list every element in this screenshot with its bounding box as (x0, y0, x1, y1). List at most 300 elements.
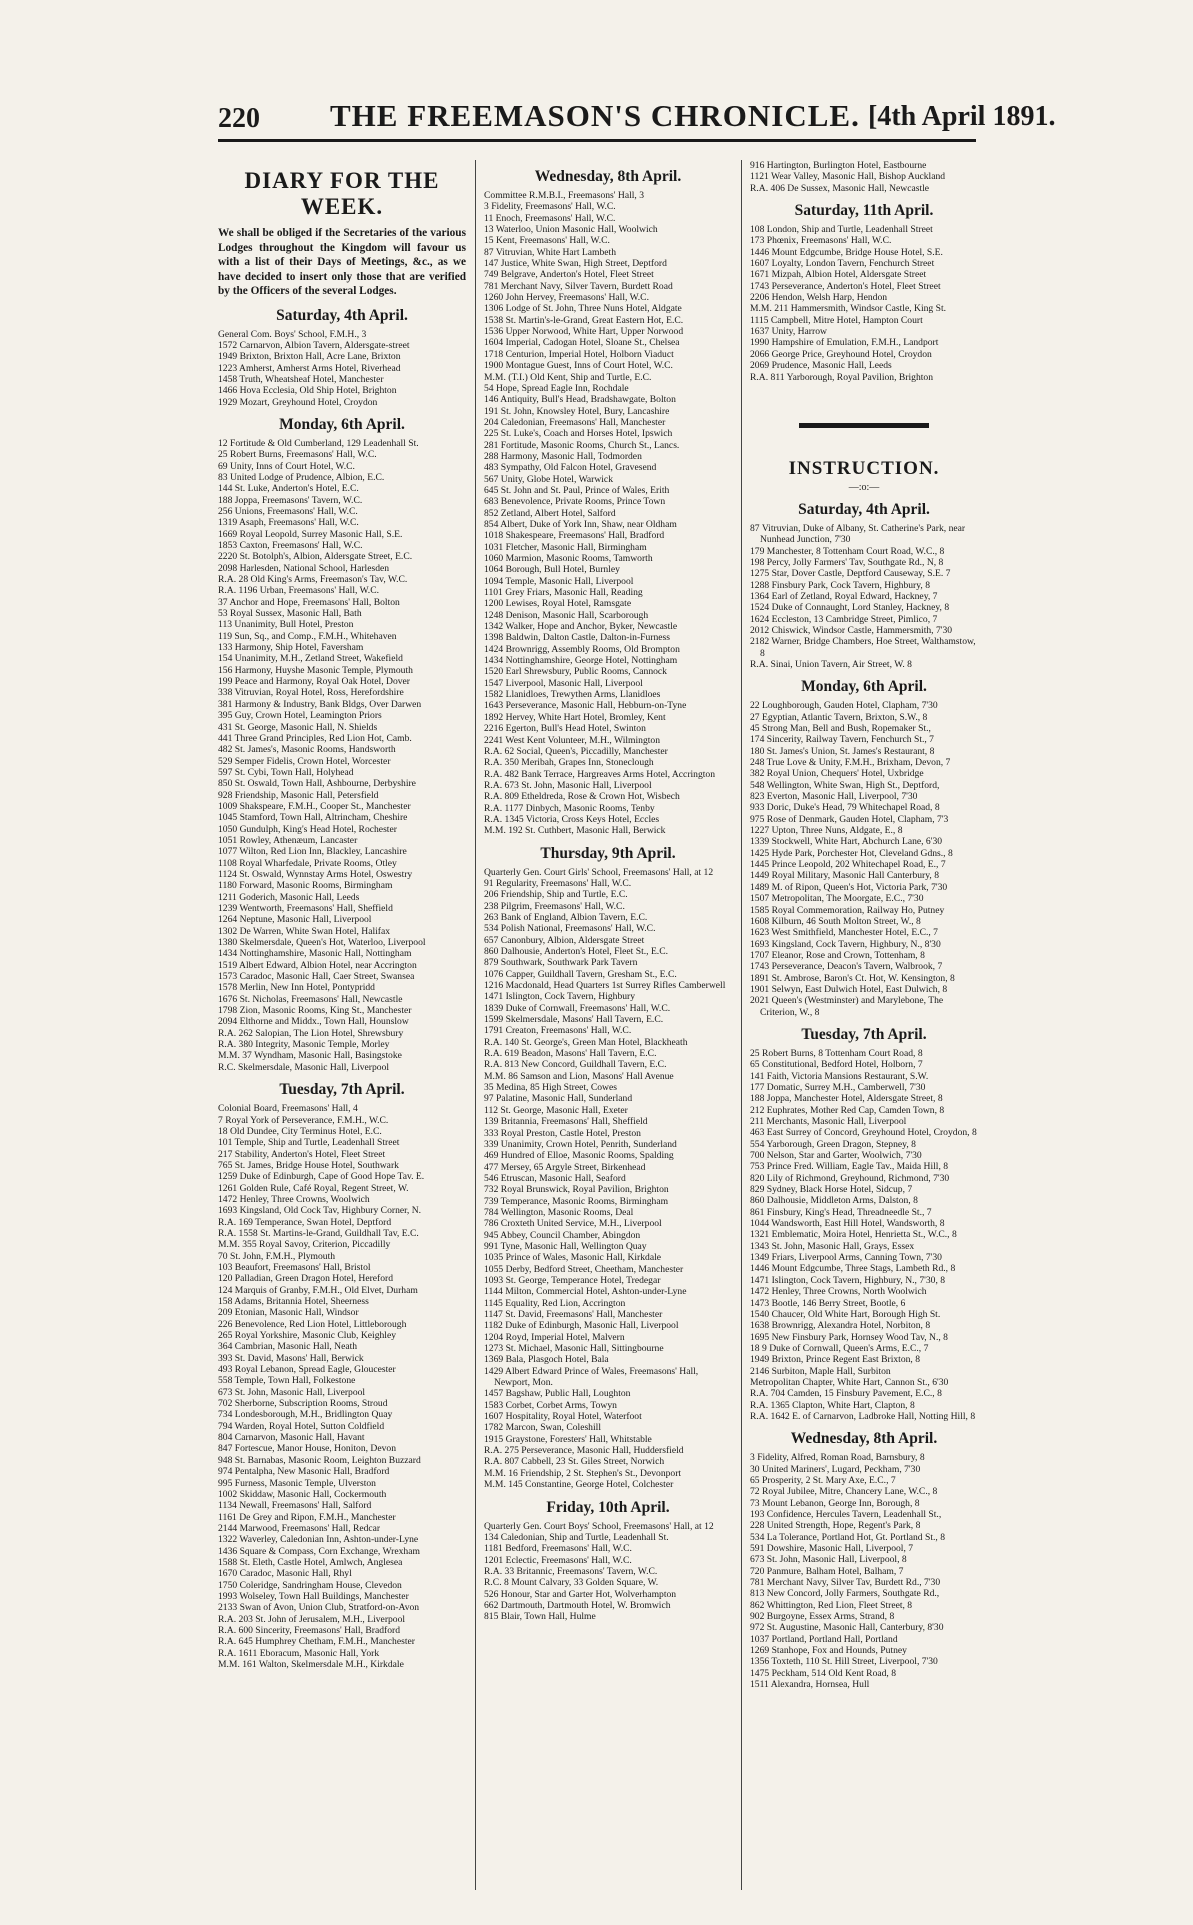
lodge-entry: 1055 Derby, Bedford Street, Cheetham, Manchester (484, 1263, 684, 1275)
lodge-entry: 781 Merchant Navy, Silver Tavern, Burdett Road (484, 280, 673, 292)
lodge-entry: 177 Domatic, Surrey M.H., Camberwell, 7'30 (750, 1081, 926, 1093)
lodge-entry: 829 Sydney, Black Horse Hotel, Sidcup, 7 (750, 1184, 913, 1196)
lodge-entry: 1608 Kilburn, 46 South Molton Street, W., 8 (750, 915, 921, 927)
lodge-entry: 1108 Royal Wharfedale, Private Rooms, Otley (218, 857, 397, 869)
column-divider (741, 160, 742, 1890)
lodge-entry: 1458 Truth, Wheatsheaf Hotel, Manchester (218, 373, 384, 385)
lodge-entry: 265 Royal Yorkshire, Masonic Club, Keighley (218, 1330, 397, 1342)
lodge-entry: 1599 Skelmersdale, Masons' Hall Tavern, E.C. (484, 1014, 664, 1026)
lodge-entry: 1369 Bala, Plasgoch Hotel, Bala (484, 1354, 609, 1366)
day-heading: Friday, 10th April. (546, 1498, 670, 1516)
lodge-entry: 847 Fortescue, Manor House, Honiton, Devon (218, 1443, 396, 1455)
lodge-entry: 469 Hundred of Elloe, Masonic Rooms, Spalding (484, 1150, 674, 1162)
lodge-entry: 124 Marquis of Granby, F.M.H., Old Elvet, Durham (218, 1284, 418, 1296)
lodge-entry: 147 Justice, White Swan, High Street, Deptford (484, 258, 667, 270)
lodge-entry: 784 Wellington, Masonic Rooms, Deal (484, 1206, 634, 1218)
lodge-entry: R.A. 262 Salopian, The Lion Hotel, Shrewsbury (218, 1027, 404, 1039)
lodge-entry: 91 Regularity, Freemasons' Hall, W.C. (484, 877, 632, 889)
lodge-entry: 1429 Albert Edward Prince of Wales, Freemasons' Hall, Newport, Mon. (484, 1365, 699, 1389)
lodge-entry: 144 St. Luke, Anderton's Hotel, E.C. (218, 483, 359, 495)
lodge-entry: 1901 Selwyn, East Dulwich Hotel, East Dulwich, 8 (750, 983, 948, 995)
lodge-entry: 431 St. George, Masonic Hall, N. Shields (218, 721, 378, 733)
lodge-entry: 781 Merchant Navy, Silver Tav, Burdett Rd., 7'30 (750, 1577, 941, 1589)
lodge-entry: 860 Dalhousie, Middleton Arms, Dalston, 8 (750, 1195, 918, 1207)
lodge-entry: 54 Hope, Spread Eagle Inn, Rochdale (484, 382, 629, 394)
lodge-entry: 1398 Baldwin, Dalton Castle, Dalton-in-Furness (484, 632, 670, 644)
day-heading: Monday, 6th April. (801, 678, 927, 696)
lodge-entry: R.C. 8 Mount Calvary, 33 Golden Square, W. (484, 1577, 659, 1589)
lodge-entry: 70 St. John, F.M.H., Plymouth (218, 1250, 336, 1262)
lodge-entry: 209 Etonian, Masonic Hall, Windsor (218, 1307, 359, 1319)
lodge-entry: 1273 St. Michael, Masonic Hall, Sittingbourne (484, 1343, 664, 1355)
lodge-entry: 1446 Mount Edgcumbe, Bridge House Hotel, S.E. (750, 246, 943, 258)
lodge-entry: 852 Zetland, Albert Hotel, Salford (484, 507, 616, 519)
lodge-entry: 804 Carnarvon, Masonic Hall, Havant (218, 1432, 365, 1444)
lodge-entry: 975 Rose of Denmark, Gauden Hotel, Clapham, 7'3 (750, 813, 949, 825)
lodge-entry: R.A. 380 Integrity, Masonic Temple, Morley (218, 1039, 390, 1051)
lodge-entry: 1094 Temple, Masonic Hall, Liverpool (484, 575, 634, 587)
lodge-entry: 1466 Hova Ecclesia, Old Ship Hotel, Brighton (218, 385, 397, 397)
lodge-entry: 1060 Marmion, Masonic Rooms, Tamworth (484, 553, 653, 564)
lodge-entry: 1161 De Grey and Ripon, F.M.H., Manchester (218, 1511, 396, 1523)
day-heading: Saturday, 4th April. (276, 306, 408, 324)
lodge-entry: 226 Benevolence, Red Lion Hotel, Littleborough (218, 1318, 407, 1330)
column-divider (475, 160, 476, 1890)
lodge-entry: 823 Everton, Masonic Hall, Liverpool, 7'30 (750, 791, 918, 803)
lodge-entry: 1275 Star, Dover Castle, Deptford Causeway, S.E. 7 (750, 568, 951, 580)
day-heading: Wednesday, 8th April. (534, 168, 682, 185)
lodge-entry: R.A. 62 Social, Queen's, Piccadilly, Manchester (484, 745, 668, 757)
lodge-entry: 13 Waterloo, Union Masonic Hall, Woolwich (484, 224, 658, 236)
lodge-entry: 1259 Duke of Edinburgh, Cape of Good Hope Tav. E. (218, 1171, 425, 1183)
lodge-entry: 1077 Wilton, Red Lion Inn, Blackley, Lancashire (218, 846, 407, 858)
lodge-entry: 1115 Campbell, Mitre Hotel, Hampton Court (750, 314, 923, 326)
lodge-entry: 1349 Friars, Liverpool Arms, Canning Town, 7'30 (750, 1252, 942, 1264)
lodge-entry: 749 Belgrave, Anderton's Hotel, Fleet Street (484, 269, 654, 281)
lodge-entry: 1380 Skelmersdale, Queen's Hot, Waterloo, Liverpool (218, 937, 426, 949)
lodge-entry: 25 Robert Burns, 8 Tottenham Court Road, 8 (750, 1047, 923, 1059)
lodge-entry: 1050 Gundulph, King's Head Hotel, Rochester (218, 823, 397, 835)
lodge-entry: 2241 West Kent Volunteer, M.H., Wilmington (484, 734, 661, 746)
lodge-entry: 1643 Perseverance, Masonic Hall, Hebburn-on-Tyne (484, 700, 687, 712)
lodge-entry: R.A. 673 St. John, Masonic Hall, Liverpool (484, 779, 652, 791)
lodge-entry: 1671 Mizpah, Albion Hotel, Aldersgate Street (750, 269, 927, 281)
lodge-entry: R.A. 619 Beadon, Masons' Hall Tavern, E.C. (484, 1048, 657, 1060)
lodge-entry: 554 Yarborough, Green Dragon, Stepney, 8 (750, 1138, 916, 1150)
lodge-entry: 1306 Lodge of St. John, Three Nuns Hotel, Aldgate (484, 303, 682, 315)
lodge-entry: 1573 Caradoc, Masonic Hall, Caer Street, Swansea (218, 971, 415, 983)
lodge-entry: 1434 Nottinghamshire, Masonic Hall, Nottingham (218, 948, 412, 960)
lodge-entry: 193 Confidence, Hercules Tavern, Leadenhall St., (750, 1509, 942, 1520)
column-2 (484, 160, 732, 1900)
lodge-entry: 1949 Brixton, Prince Regent East Brixton, 8 (750, 1354, 921, 1366)
lodge-entry: 180 St. James's Union, St. James's Restaurant, 8 (750, 745, 935, 757)
instruction-heading: INSTRUCTION. (788, 457, 940, 479)
lodge-entry: 1929 Mozart, Greyhound Hotel, Croydon (218, 396, 378, 408)
lodge-entry: 45 Strong Man, Bell and Bush, Ropemaker St., (750, 723, 931, 734)
lodge-entry: 1718 Centurion, Imperial Hotel, Holborn Viaduct (484, 348, 674, 360)
lodge-entry: 393 St. David, Masons' Hall, Berwick (218, 1352, 364, 1364)
lodge-entry: 238 Pilgrim, Freemasons' Hall, W.C. (484, 900, 625, 912)
lodge-entry: 1993 Wolseley, Town Hall Buildings, Manchester (218, 1590, 409, 1602)
lodge-entry: 928 Friendship, Masonic Hall, Petersfield (218, 789, 379, 801)
lodge-entry: 1524 Duke of Connaught, Lord Stanley, Hackney, 8 (750, 602, 950, 614)
lodge-entry: 101 Temple, Ship and Turtle, Leadenhall Street (218, 1137, 400, 1149)
lodge-entry: 15 Kent, Freemasons' Hall, W.C. (484, 235, 610, 247)
lodge-entry: 933 Doric, Duke's Head, 79 Whitechapel Road, 8 (750, 802, 940, 814)
diary-heading: DIARY FOR THE WEEK. (244, 168, 440, 219)
header-rule (218, 139, 976, 142)
lodge-entry: 2094 Elthorne and Middx., Town Hall, Hounslow (218, 1016, 409, 1028)
lodge-entry: General Com. Boys' School, F.M.H., 3 (218, 328, 367, 340)
lodge-entry: 1216 Macdonald, Head Quarters 1st Surrey Rifles Camberwell (484, 980, 726, 992)
lodge-entry: 217 Stability, Anderton's Hotel, Fleet Street (218, 1148, 386, 1160)
lodge-entry: 1051 Rowley, Athenæum, Lancaster (218, 834, 358, 846)
lodge-entry: 794 Warden, Royal Hotel, Sutton Coldfield (218, 1420, 385, 1432)
lodge-entry: 2066 George Price, Greyhound Hotel, Croydon (750, 348, 932, 360)
lodge-entry: R.A. 169 Temperance, Swan Hotel, Deptford (218, 1216, 392, 1228)
lodge-entry: 2216 Egerton, Bull's Head Hotel, Swinton (484, 723, 646, 735)
lodge-entry: 72 Royal Jubilee, Mitre, Chancery Lane, W.C., 8 (750, 1486, 938, 1498)
lodge-entry: 567 Unity, Globe Hotel, Warwick (484, 473, 613, 485)
lodge-entry: 154 Unanimity, M.H., Zetland Street, Wakefield (218, 653, 403, 665)
lodge-entry: 546 Etruscan, Masonic Hall, Seaford (484, 1172, 626, 1184)
lodge-entry: R.A. 704 Camden, 15 Finsbury Pavement, E.C., 8 (750, 1388, 942, 1400)
lodge-entry: R.A. 1177 Dinbych, Masonic Rooms, Tenby (484, 802, 655, 814)
lodge-entry: 1588 St. Eleth, Castle Hotel, Amlwch, Anglesea (218, 1556, 403, 1568)
lodge-entry: 1457 Bagshaw, Public Hall, Loughton (484, 1388, 631, 1400)
lodge-entry: 204 Caledonian, Freemasons' Hall, Manchester (484, 416, 666, 428)
lodge-entry: 1547 Liverpool, Masonic Hall, Liverpool (484, 677, 643, 689)
lodge-entry: 225 St. Luke's, Coach and Horses Hotel, Ipswich (484, 428, 673, 440)
lodge-entry: 2069 Prudence, Masonic Hall, Leeds (750, 360, 892, 372)
lodge-entry: 12 Fortitude & Old Cumberland, 129 Leadenhall St. (218, 437, 419, 449)
lodge-entry: 1009 Shakspeare, F.M.H., Cooper St., Manchester (218, 800, 411, 812)
lodge-entry: 1520 Earl Shrewsbury, Public Rooms, Cannock (484, 666, 667, 678)
lodge-entry: M.M. (T.I.) Old Kent, Ship and Turtle, E.C. (484, 371, 652, 383)
lodge-entry: 188 Joppa, Freemasons' Tavern, W.C. (218, 494, 363, 506)
lodge-entry: 1695 New Finsbury Park, Hornsey Wood Tav, N., 8 (750, 1331, 948, 1343)
lodge-entry: 73 Mount Lebanon, George Inn, Borough, 8 (750, 1497, 920, 1509)
day-heading: Thursday, 9th April. (540, 844, 676, 862)
lodge-entry: 3 Fidelity, Alfred, Roman Road, Barnsbury, 8 (750, 1452, 925, 1464)
lodge-entry: 1892 Hervey, White Hart Hotel, Bromley, Kent (484, 711, 666, 723)
lodge-entry: 18 9 Duke of Cornwall, Queen's Arms, E.C., 7 (750, 1342, 929, 1354)
lodge-entry: R.A. 203 St. John of Jerusalem, M.H., Liverpool (218, 1613, 406, 1625)
lodge-entry: 815 Blair, Town Hall, Hulme (484, 1611, 596, 1623)
lodge-entry: 1891 St. Ambrose, Baron's Ct. Hot, W. Kensington, 8 (750, 972, 955, 984)
ornament-divider: —:o:— (848, 481, 880, 493)
lodge-entry: 1915 Graystone, Foresters' Hall, Whitstable (484, 1433, 652, 1445)
lodge-entry: 1798 Zion, Masonic Rooms, King St., Manchester (218, 1005, 412, 1017)
page-number: 220 (218, 103, 260, 134)
lodge-entry: 1693 Kingsland, Cock Tavern, Highbury, N., 8'30 (750, 938, 941, 950)
day-heading: Wednesday, 8th April. (790, 1430, 938, 1448)
lodge-entry: 1227 Upton, Three Nuns, Aldgate, E., 8 (750, 825, 903, 837)
lodge-entry: 65 Constitutional, Bedford Hotel, Holborn, 7 (750, 1059, 923, 1071)
lodge-entry: 1511 Alexandra, Hornsea, Hull (750, 1679, 870, 1691)
lodge-entry: 558 Temple, Town Hall, Folkestone (218, 1375, 356, 1387)
lodge-entry: 1449 Royal Military, Masonic Hall Canterbury, 8 (750, 870, 939, 882)
lodge-entry: 83 United Lodge of Prudence, Albion, E.C. (218, 471, 385, 483)
section-rule (799, 423, 929, 428)
lodge-entry: 862 Whittington, Red Lion, Fleet Street, 8 (750, 1599, 913, 1611)
column-1 (218, 160, 466, 1900)
lodge-entry: 69 Unity, Inns of Court Hotel, W.C. (218, 460, 355, 472)
lodge-entry: 526 Honour, Star and Garter Hot, Wolverhampton (484, 1588, 677, 1600)
lodge-entry: R.A. 33 Britannic, Freemasons' Tavern, W.C. (484, 1565, 658, 1577)
lodge-entry: 657 Canonbury, Albion, Aldersgate Street (484, 934, 645, 946)
lodge-entry: 1269 Stanhope, Fox and Hounds, Putney (750, 1645, 907, 1657)
lodge-entry: 1572 Carnarvon, Albion Tavern, Aldersgate-street (218, 339, 410, 351)
lodge-entry: 1339 Stockwell, White Hart, Abchurch Lane, 6'30 (750, 836, 943, 848)
lodge-entry: 65 Prosperity, 2 St. Mary Axe, E.C., 7 (750, 1474, 896, 1486)
lodge-entry: Quarterly Gen. Court Boys' School, Freemasons' Hall, at 12 (484, 1520, 714, 1532)
lodge-entry: 477 Mersey, 65 Argyle Street, Birkenhead (484, 1161, 646, 1173)
lodge-entry: 1321 Emblematic, Moira Hotel, Henrietta St., W.C., 8 (750, 1229, 957, 1241)
lodge-entry: 288 Harmony, Masonic Hall, Todmorden (484, 450, 642, 462)
lodge-entry: R.C. Skelmersdale, Masonic Hall, Liverpool (218, 1061, 390, 1073)
lodge-entry: 35 Medina, 85 High Street, Cowes (484, 1082, 617, 1094)
lodge-entry: 1604 Imperial, Cadogan Hotel, Sloane St., Chelsea (484, 337, 680, 349)
lodge-entry: 1204 Royd, Imperial Hotel, Malvern (484, 1331, 625, 1343)
lodge-entry: 1637 Unity, Harrow (750, 326, 827, 338)
lodge-entry: 1044 Wandsworth, East Hill Hotel, Wandsworth, 8 (750, 1218, 945, 1230)
lodge-entry: 191 St. John, Knowsley Hotel, Bury, Lancashire (484, 405, 670, 417)
lodge-entry: Committee R.M.B.I., Freemasons' Hall, 3 (484, 190, 645, 201)
lodge-entry: 1145 Equality, Red Lion, Accrington (484, 1297, 626, 1309)
issue-date: [4th April 1891. (868, 101, 1056, 132)
lodge-entry: 1200 Lewises, Royal Hotel, Ramsgate (484, 598, 632, 610)
lodge-entry: 27 Egyptian, Atlantic Tavern, Brixton, S.W., 8 (750, 711, 928, 723)
lodge-entry: R.A. 807 Cabbell, 23 St. Giles Street, Norwich (484, 1456, 665, 1468)
lodge-entry: 1519 Albert Edward, Albion Hotel, near Accrington (218, 959, 417, 971)
lodge-entry: 948 St. Barnabas, Masonic Room, Leighton Buzzard (218, 1454, 421, 1466)
lodge-entry: 1045 Stamford, Town Hall, Altrincham, Cheshire (218, 812, 408, 824)
lodge-entry: 198 Percy, Jolly Farmers' Tav, Southgate Rd., N, 8 (750, 556, 944, 568)
lodge-entry: 1638 Brownrigg, Alexandra Hotel, Norbiton, 8 (750, 1320, 931, 1332)
page-header (0, 0, 1193, 134)
lodge-entry: 382 Royal Union, Chequers' Hotel, Uxbridge (750, 768, 924, 780)
lodge-entry: 991 Tyne, Masonic Hall, Wellington Quay (484, 1240, 647, 1252)
lodge-entry: M.M. 86 Samson and Lion, Masons' Hall Avenue (484, 1070, 674, 1082)
lodge-entry: 2098 Harlesden, National School, Harlesden (218, 562, 390, 574)
lodge-entry: 2206 Hendon, Welsh Harp, Hendon (750, 292, 888, 304)
lodge-entry: R.A. 1196 Urban, Freemasons' Hall, W.C. (218, 585, 379, 597)
lodge-entry: 30 United Mariners', Lugard, Peckham, 7'30 (750, 1463, 921, 1475)
lodge-entry: 702 Sherborne, Subscription Rooms, Stroud (218, 1398, 388, 1410)
lodge-entry: 854 Albert, Duke of York Inn, Shaw, near Oldham (484, 518, 677, 530)
lodge-entry: 1031 Fletcher, Masonic Hall, Birmingham (484, 541, 647, 553)
lodge-entry: 199 Peace and Harmony, Royal Oak Hotel, Dover (218, 676, 410, 688)
lodge-entry: 1472 Henley, Three Crowns, North Woolwich (750, 1286, 927, 1298)
lodge-entry: 7 Royal York of Perseverance, F.M.H., W.C. (218, 1114, 389, 1126)
lodge-entry: 113 Unanimity, Bull Hotel, Preston (218, 619, 354, 631)
lodge-entry: 1425 Hyde Park, Porchester Hot, Cleveland Gdns., 8 (750, 847, 953, 859)
lodge-entry: 1223 Amherst, Amherst Arms Hotel, Riverhead (218, 362, 401, 374)
lodge-entry: R.A. 406 De Sussex, Masonic Hall, Newcastle (750, 182, 930, 194)
lodge-entry: 1472 Henley, Three Crowns, Woolwich (218, 1193, 370, 1205)
lodge-entry: 333 Royal Preston, Castle Hotel, Preston (484, 1127, 641, 1139)
lodge-entry: 441 Three Grand Principles, Red Lion Hot, Camb. (218, 732, 412, 744)
lodge-entry: 1018 Shakespeare, Freemasons' Hall, Bradford (484, 530, 665, 542)
lodge-entry: 1201 Eclectic, Freemasons' Hall, W.C. (484, 1554, 632, 1566)
lodge-entry: 133 Harmony, Ship Hotel, Faversham (218, 642, 364, 654)
lodge-entry: 765 St. James, Bridge House Hotel, Southwark (218, 1159, 399, 1171)
lodge-entry: 281 Fortitude, Masonic Rooms, Church St., Lancs. (484, 439, 680, 451)
lodge-entry: 256 Unions, Freemasons' Hall, W.C. (218, 505, 358, 517)
lodge-entry: 548 Wellington, White Swan, High St., Deptford, (750, 779, 940, 791)
lodge-entry: R.A. 482 Bank Terrace, Hargreaves Arms Hotel, Accrington (484, 768, 716, 780)
lodge-entry: 1364 Earl of Zetland, Royal Edward, Hackney, 7 (750, 590, 938, 602)
lodge-entry: 1446 Mount Edgcumbe, Three Stags, Lambeth Rd., 8 (750, 1263, 956, 1275)
lodge-entry: R.A. 1345 Victoria, Cross Keys Hotel, Eccles (484, 813, 660, 825)
lodge-entry: 1707 Eleanor, Rose and Crown, Tottenham, 8 (750, 949, 925, 961)
lodge-entry: 22 Loughborough, Gauden Hotel, Clapham, 7'30 (750, 700, 938, 712)
lodge-entry: R.A. 275 Perseverance, Masonic Hall, Huddersfield (484, 1445, 684, 1457)
lodge-entry: 493 Royal Lebanon, Spread Eagle, Gloucester (218, 1364, 396, 1376)
lodge-entry: 2220 St. Botolph's, Albion, Aldersgate Street, E.C. (218, 551, 413, 563)
lodge-entry: 1578 Merlin, New Inn Hotel, Pontypridd (218, 982, 375, 994)
lodge-entry: 174 Sincerity, Railway Tavern, Fenchurch St., 7 (750, 734, 934, 746)
lodge-entry: 338 Vitruvian, Royal Hotel, Ross, Herefordshire (218, 687, 404, 699)
lodge-entry: M.M. 192 St. Cuthbert, Masonic Hall, Berwick (484, 825, 666, 837)
lodge-entry: 1181 Bedford, Freemasons' Hall, W.C. (484, 1543, 632, 1555)
lodge-entry: 188 Joppa, Manchester Hotel, Aldersgate Street, 8 (750, 1093, 943, 1105)
lodge-entry: 1670 Caradoc, Masonic Hall, Rhyl (218, 1568, 352, 1580)
lodge-entry: 1121 Wear Valley, Masonic Hall, Bishop Auckland (750, 171, 946, 183)
lodge-entry: 339 Unanimity, Crown Hotel, Penrith, Sunderland (484, 1138, 677, 1150)
lodge-entry: 753 Prince Fred. William, Eagle Tav., Maida Hill, 8 (750, 1161, 949, 1173)
lodge-entry: 395 Guy, Crown Hotel, Leamington Priors (218, 710, 382, 722)
lodge-entry: 1489 M. of Ripon, Queen's Hot, Victoria Park, 7'30 (750, 881, 948, 893)
lodge-entry: 1180 Forward, Masonic Rooms, Birmingham (218, 880, 393, 892)
lodge-entry: 1342 Walker, Hope and Anchor, Byker, Newcastle (484, 621, 678, 633)
lodge-entry: 732 Royal Brunswick, Royal Pavilion, Brighton (484, 1184, 669, 1196)
lodge-entry: 1750 Coleridge, Sandringham House, Clevedon (218, 1579, 402, 1591)
lodge-entry: 381 Harmony & Industry, Bank Bldgs, Over Darwen (218, 698, 422, 710)
lodge-entry: 139 Britannia, Freemasons' Hall, Sheffield (484, 1116, 648, 1128)
lodge-entry: 1211 Goderich, Masonic Hall, Leeds (218, 891, 360, 903)
lodge-entry: 534 La Tolerance, Portland Hot, Gt. Portland St., 8 (750, 1531, 945, 1543)
lodge-entry: 1536 Upper Norwood, White Hart, Upper Norwood (484, 326, 684, 338)
lodge-entry: 228 United Strength, Hope, Regent's Park, 8 (750, 1520, 921, 1532)
lodge-entry: 1436 Square & Compass, Corn Exchange, Wrexham (218, 1545, 420, 1557)
lodge-entry: 1264 Neptune, Masonic Hall, Liverpool (218, 914, 372, 926)
lodge-entry: 1288 Finsbury Park, Cock Tavern, Highbury, 8 (750, 579, 930, 591)
lodge-entry: 786 Croxteth United Service, M.H., Liverpool (484, 1218, 662, 1230)
lodge-entry: 156 Harmony, Huyshe Masonic Temple, Plymouth (218, 664, 413, 676)
lodge-entry: 103 Beaufort, Freemasons' Hall, Bristol (218, 1261, 371, 1273)
lodge-entry: 1356 Toxteth, 110 St. Hill Street, Liverpool, 7'30 (750, 1656, 938, 1668)
column-3 (750, 160, 978, 1900)
lodge-entry: Metropolitan Chapter, White Hart, Cannon St., 6'30 (750, 1376, 949, 1388)
lodge-entry: R.A. 811 Yarborough, Royal Pavilion, Brighton (750, 371, 933, 383)
lodge-entry: 720 Panmure, Balham Hotel, Balham, 7 (750, 1565, 904, 1577)
lodge-entry: 673 St. John, Masonic Hall, Liverpool, 8 (750, 1554, 907, 1566)
lodge-entry: R.A. 600 Sincerity, Freemasons' Hall, Bradford (218, 1624, 401, 1636)
lodge-entry: 879 Southwark, Southwark Park Tavern (484, 957, 638, 969)
lodge-entry: 1124 St. Oswald, Wynnstay Arms Hotel, Oswestry (218, 868, 413, 880)
lodge-entry: M.M. 211 Hammersmith, Windsor Castle, King St. (750, 303, 947, 315)
lodge-entry: 3 Fidelity, Freemasons' Hall, W.C. (484, 201, 616, 213)
lodge-entry: 1076 Capper, Guildhall Tavern, Gresham St., E.C. (484, 968, 677, 980)
lodge-entry: 1743 Perseverance, Anderton's Hotel, Fleet Street (750, 280, 941, 292)
lodge-entry: 974 Pentalpha, New Masonic Hall, Bradford (218, 1466, 390, 1478)
lodge-entry: 108 London, Ship and Turtle, Leadenhall Street (750, 224, 933, 236)
lodge-entry: 1990 Hampshire of Emulation, F.M.H., Landport (750, 337, 939, 349)
lodge-entry: 861 Finsbury, King's Head, Threadneedle St., 7 (750, 1206, 932, 1218)
lodge-entry: 212 Euphrates, Mother Red Cap, Camden Town, 8 (750, 1104, 945, 1116)
lodge-entry: 529 Semper Fidelis, Crown Hotel, Worcester (218, 755, 391, 767)
lodge-entry: 25 Robert Burns, Freemasons' Hall, W.C. (218, 449, 377, 461)
lodge-entry: M.M. 145 Constantine, George Hotel, Colchester (484, 1479, 674, 1491)
lodge-entry: 1540 Chaucer, Old White Hart, Borough High St. (750, 1308, 941, 1320)
lodge-entry: 112 St. George, Masonic Hall, Exeter (484, 1104, 628, 1116)
lodge-entry: 1322 Waverley, Caledonian Inn, Ashton-under-Lyne (218, 1534, 419, 1546)
lodge-entry: 1471 Islington, Cock Tavern, Highbury, N., 7'30, 8 (750, 1274, 946, 1286)
lodge-entry: 482 St. James's, Masonic Rooms, Handsworth (218, 744, 396, 756)
lodge-entry: 11 Enoch, Freemasons' Hall, W.C. (484, 212, 616, 224)
lodge-entry: 158 Adams, Britannia Hotel, Sheerness (218, 1296, 369, 1307)
lodge-entry: 87 Vitruvian, White Hart Lambeth (484, 246, 617, 258)
lodge-entry: 1507 Metropolitan, The Moorgate, E.C., 7'30 (750, 893, 924, 905)
lodge-entry: 734 Londesborough, M.H., Bridlington Quay (218, 1409, 393, 1421)
lodge-entry: 1791 Creaton, Freemasons' Hall, W.C. (484, 1025, 632, 1037)
lodge-entry: 995 Furness, Masonic Temple, Ulverston (218, 1477, 376, 1489)
day-heading: Saturday, 4th April. (798, 500, 930, 518)
lodge-entry: 1302 De Warren, White Swan Hotel, Halifax (218, 925, 391, 937)
lodge-entry: 813 New Concord, Jolly Farmers, Southgate Rd., (750, 1588, 940, 1600)
lodge-entry: 945 Abbey, Council Chamber, Abingdon (484, 1229, 641, 1241)
lodge-entry: 739 Temperance, Masonic Rooms, Birmingham (484, 1195, 669, 1207)
lodge-entry: M.M. 355 Royal Savoy, Criterion, Piccadilly (218, 1239, 391, 1251)
lodge-entry: 1064 Borough, Bull Hotel, Burnley (484, 564, 620, 576)
lodge-entry: R.A. 809 Etheldreda, Rose & Crown Hot, Wisbech (484, 791, 680, 803)
lodge-entry: 1144 Milton, Commercial Hotel, Ashton-under-Lyne (484, 1286, 687, 1298)
lodge-entry: 1743 Perseverance, Deacon's Tavern, Walbrook, 7 (750, 961, 943, 973)
lodge-entry: 1134 Newall, Freemasons' Hall, Salford (218, 1500, 372, 1512)
lodge-entry: 1623 West Smithfield, Manchester Hotel, E.C., 7 (750, 927, 938, 939)
lodge-entry: 1147 St. David, Freemasons' Hall, Manchester (484, 1309, 663, 1320)
lodge-entry: 673 St. John, Masonic Hall, Liverpool (218, 1386, 366, 1398)
lodge-entry: R.A. 140 St. George's, Green Man Hotel, Blackheath (484, 1036, 688, 1048)
lodge-entry: R.A. 813 New Concord, Guildhall Tavern, E.C. (484, 1059, 667, 1071)
lodge-entry: 1900 Montague Guest, Inns of Court Hotel, W.C. (484, 360, 673, 372)
lodge-entry: R.A. 1558 St. Martins-le-Grand, Guildhall Tav, E.C. (218, 1227, 419, 1239)
lodge-entry: 916 Hartington, Burlington Hotel, Eastbourne (750, 160, 927, 171)
lodge-entry: 1473 Bootle, 146 Berry Street, Bootle, 6 (750, 1297, 906, 1309)
lodge-entry: 1035 Prince of Wales, Masonic Hall, Kirkdale (484, 1252, 662, 1264)
lodge-entry: 597 St. Cybi, Town Hall, Holyhead (218, 766, 354, 778)
lodge-entry: 463 East Surrey of Concord, Greyhound Hotel, Croydon, 8 (750, 1127, 977, 1139)
diary-intro: We shall be obliged if the Secretaries of the various Lodges throughout the Kingdom will favour us with a list of their Days of Meetings, &c., as we have decided to insert only those that are verified by the Officers of the several Lodges. (218, 227, 466, 297)
lodge-entry: 364 Cambrian, Masonic Hall, Neath (218, 1341, 358, 1353)
lodge-entry: 1585 Royal Commemoration, Railway Ho, Putney (750, 904, 945, 916)
lodge-entry: 146 Antiquity, Bull's Head, Bradshawgate, Bolton (484, 394, 676, 406)
day-heading: Tuesday, 7th April. (801, 1025, 927, 1043)
lodge-entry: 1839 Duke of Cornwall, Freemasons' Hall, W.C. (484, 1002, 671, 1014)
lodge-entry: 179 Manchester, 8 Tottenham Court Road, W.C., 8 (750, 545, 945, 557)
lodge-entry: 972 St. Augustine, Masonic Hall, Canterbury, 8'30 (750, 1622, 944, 1634)
lodge-entry: 1782 Marcon, Swan, Coleshill (484, 1422, 601, 1434)
lodge-entry: 1101 Grey Friars, Masonic Hall, Reading (484, 587, 643, 599)
lodge-entry: 1093 St. George, Temperance Hotel, Tredegar (484, 1274, 661, 1286)
lodge-entry: 1693 Kingsland, Old Cock Tav, Highbury Corner, N. (218, 1205, 422, 1217)
lodge-entry: 1538 St. Martin's-le-Grand, Great Eastern Hot, E.C. (484, 314, 684, 326)
lodge-entry: 1182 Duke of Edinburgh, Masonic Hall, Liverpool (484, 1320, 679, 1332)
lodge-entry: 1260 John Hervey, Freemasons' Hall, W.C. (484, 292, 649, 304)
